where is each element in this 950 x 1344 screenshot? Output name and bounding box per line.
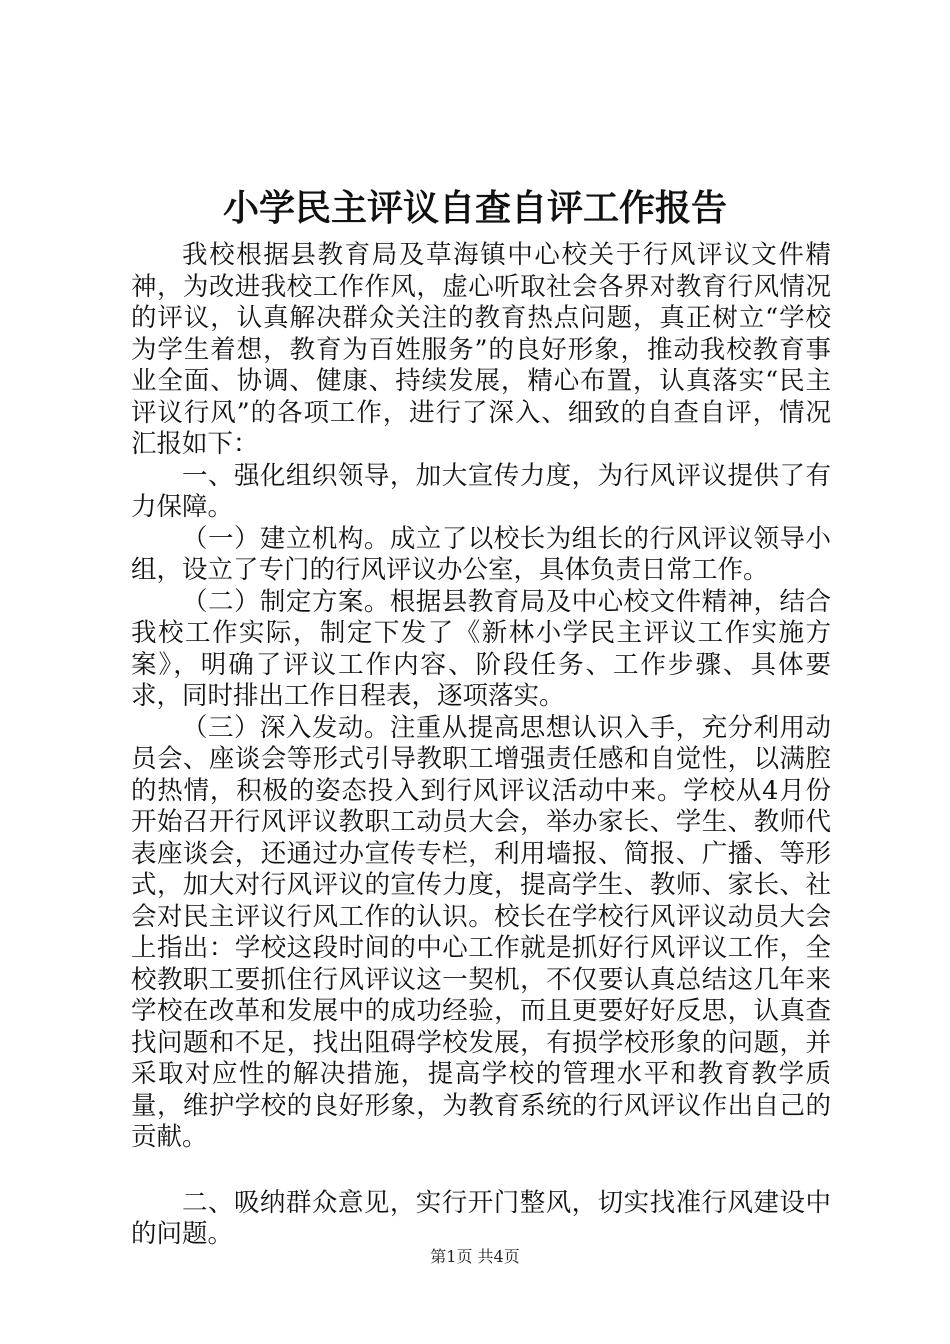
document-body (131, 240, 831, 1251)
paragraph-1-1: （一）建立机构。成立了以校长为组长的行风评议领导小组，设立了专门的行风评议办公室，具体负责日常工作。 (131, 523, 831, 585)
paragraph-1-2: （二）制定方案。根据县教育局及中心校文件精神，结合我校工作实际，制定下发了《新林小学民主评议工作实施方案》，明确了评议工作内容、阶段任务、工作步骤、具体要求，同时排出工作日程表，逐项落实。 (131, 586, 831, 711)
document-title: 小学民主评议自查自评工作报告 (222, 187, 727, 229)
page-number: 第1页 共4页 (430, 1247, 520, 1266)
heading-section-2: 二、吸纳群众意见，实行开门整风，切实找准行风建设中的问题。 (131, 1187, 831, 1249)
heading-section-1: 一、强化组织领导，加大宣传力度，为行风评议提供了有力保障。 (131, 460, 831, 522)
paragraph-1-3: （三）深入发动。注重从提高思想认识入手，充分利用动员会、座谈会等形式引导教职工增强责任感和自觉性，以满腔的热情，积极的姿态投入到行风评议活动中来。学校从4月份开始召开行风评议教职工动员大会，举办家长、学生、教师代表座谈会，还通过办宣传专栏，利用墙报、简报、广播、等形式，加大对行风评议的宣传力度，提高学生、教师、家长、社会对民主评议行风工作的认识。校长在学校行风评议动员大会上指出：学校这段时间的中心工作就是抓好行风评议工作，全校教职工要抓住行风评议这一契机，不仅要认真总结这几年来学校在改革和发展中的成功经验，而且更要好好反思，认真查找问题和不足，找出阻碍学校发展，有损学校形象的问题，并采取对应性的解决措施，提高学校的管理水平和教育教学质量，维护学校的良好形象，为教育系统的行风评议作出自己的贡献。 (131, 712, 831, 1152)
paragraph-intro: 我校根据县教育局及草海镇中心校关于行风评议文件精神，为改进我校工作作风，虚心听取社会各界对教育行风情况的评议，认真解决群众关注的教育热点问题，真正树立“学校为学生着想，教育为百姓服务”的良好形象，推动我校教育事业全面、协调、健康、持续发展，精心布置，认真落实“民主评议行风”的各项工作，进行了深入、细致的自查自评，情况汇报如下： (131, 240, 831, 459)
